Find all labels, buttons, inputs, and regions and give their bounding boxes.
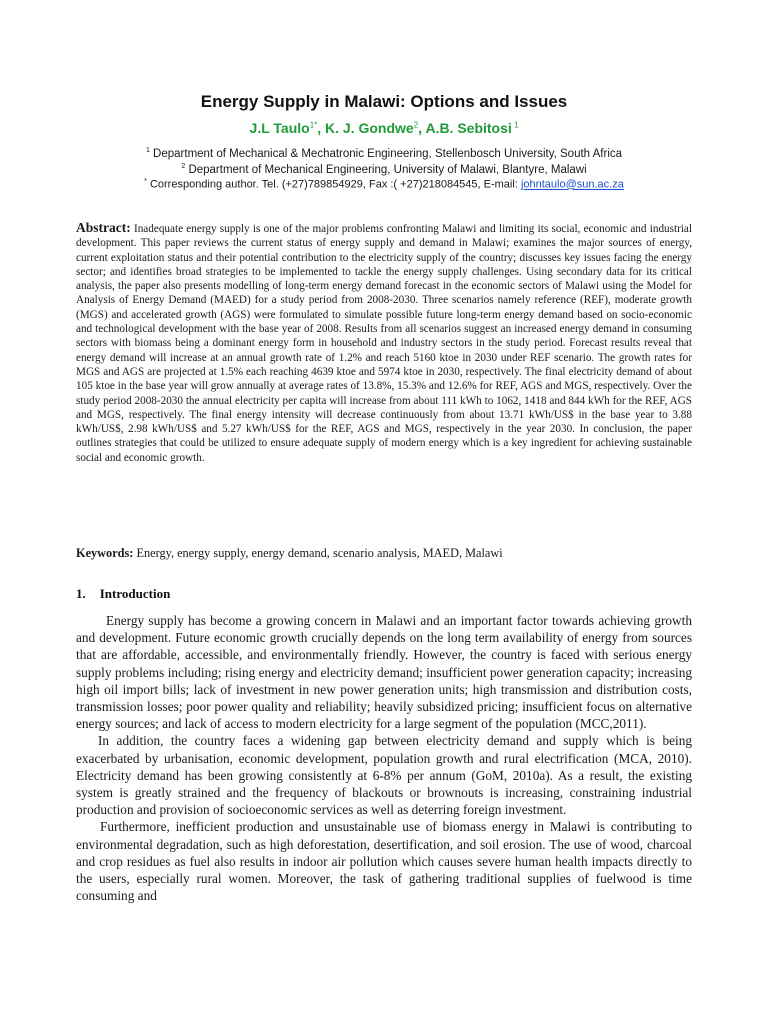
- paper-title: Energy Supply in Malawi: Options and Issues: [200, 92, 568, 111]
- section-title: Introduction: [99, 586, 171, 601]
- section-number: 1.: [76, 586, 86, 601]
- author-sup: 1*: [309, 120, 318, 130]
- author-sup: 1: [511, 120, 519, 130]
- affiliation-1: [0, 147, 768, 160]
- author-name: J.L Taulo: [249, 120, 310, 136]
- paragraph: Energy supply has become a growing concern in Malawi and an important factor towards achieving growth and development. Future economic growth crucially depends on the long term availability of energy from sources that are affordable, accessible, and environmentally friendly. However, the country is faced with serious energy supply problems including; rising energy and electricity demand; insufficient power generation capacity; increasing high oil import bills; lack of investment in new power generation units; high transmission and distribution costs, transmission losses; poor power quality and reliability; heavily subsidized pricing; insufficient focus on alternative energy sources; and lack of access to modern electricity for a large segment of the population (MCC,2011).: [76, 613, 692, 732]
- author-name: K. J. Gondwe: [325, 120, 414, 136]
- paragraph: In addition, the country faces a widening gap between electricity demand and supply which is being exacerbated by urbanisation, economic development, population growth and rural electrification (MCA, 2010). Electricity demand has been growing consistently at 6-8% per annum (GoM, 2010a). As a result, the existing system is greatly strained and the frequency of blackouts or brownouts is increasing, constraining industrial production and provision of socioeconomic services as well as deterring foreign investment.: [76, 733, 692, 818]
- email-link[interactable]: johntaulo@sun.ac.za: [520, 178, 624, 191]
- abstract-text: Inadequate energy supply is one of the major problems confronting Malawi and limiting its social, economic and industrial development. This paper reviews the current status of energy supply and demand in Malawi; examines the major sources of energy, current exploitation status and their potential contribution to the electricity supply of the country; discusses key issues facing the energy sector; and identifies broad strategies to be implemented to tackle the energy supply challenges. Using secondary data for its critical analysis, the paper also presents modelling of long-term energy demand forecast in the economic sectors of Malawi using the Model for Analysis of Energy Demand (MAED) for a study period from 2008-2030. Three scenarios namely reference (REF), moderate growth (MGS) and accelerated growth (AGS) were formulated to simulate possible future long-term energy demand based on socio-economic and technological development with the base year of 2008. Results from all scenarios suggest an increased energy demand in consuming sectors with biomass being a dominant energy form in household and industry sectors in the study period. Forecast results reveal that energy demand will increase at an annual growth rate of 1.2% and reach 5160 ktoe in 2030 under REF scenario. The growth rates for MGS and AGS are projected at 1.5% each reaching 4639 ktoe and 5974 ktoe in 2030, respectively. The final electricity demand of about 105 ktoe in the base year will grow annually at average rates of 13.8%, 15.3% and 12.6% for REF, AGS and MGS, respectively. Over the study period 2008-2030 the annual electricity per capita will increase from about 111 kWh to 1062, 1418 and 844 kWh for the REF, AGS and MGS, respectively. The final energy intensity will decrease continuously from about 13.71 kWh/US$ in the base year to 3.88 kWh/US$, 2.98 kWh/US$ and 5.27 kWh/US$ for the REF, AGS and MGS, respectively in the year 2030. In conclusion, the paper outlines strategies that could be utilized to ensure adequate supply of modern energy which is a key ingredient for achieving sustainable social and economic growth.: [76, 223, 692, 464]
- keywords-label: Keywords:: [76, 546, 134, 560]
- affiliation-sup: 1: [145, 147, 150, 154]
- author-name: A.B. Sebitosi: [425, 120, 512, 136]
- affiliation-text: Department of Mechanical & Mechatronic Engineering, Stellenbosch University, South Africa: [149, 147, 623, 160]
- corresponding-text: Corresponding author. Tel. (+27)789854929, Fax :( +27)218084545, E-mail:: [146, 178, 521, 191]
- corresponding-sup: *: [144, 178, 147, 185]
- keywords: [76, 546, 692, 561]
- abstract-label: Abstract:: [76, 220, 131, 235]
- affiliation-2: [0, 163, 768, 176]
- affiliation-text: Department of Mechanical Engineering, University of Malawi, Blantyre, Malawi: [185, 163, 587, 176]
- abstract: [76, 221, 692, 465]
- body-text: [76, 612, 692, 904]
- affiliation-sup: 2: [181, 163, 186, 170]
- author-sup: 2: [413, 120, 419, 130]
- author-list: [0, 120, 768, 136]
- keywords-text: Energy, energy supply, energy demand, scenario analysis, MAED, Malawi: [133, 546, 503, 560]
- paragraph: Furthermore, inefficient production and unsustainable use of biomass energy in Malawi is contributing to environmental degradation, such as high deforestation, desertification, and soil erosion. The use of wood, charcoal and crop residues as fuel also results in indoor air pollution which causes severe human health impacts directly to the users, especially rural women. Moreover, the task of gathering traditional supplies of fuelwood is time consuming and: [76, 819, 692, 904]
- author-sep: ,: [418, 120, 426, 136]
- corresponding-author: [0, 178, 768, 191]
- section-heading: [76, 586, 170, 602]
- author-sep: ,: [317, 120, 326, 136]
